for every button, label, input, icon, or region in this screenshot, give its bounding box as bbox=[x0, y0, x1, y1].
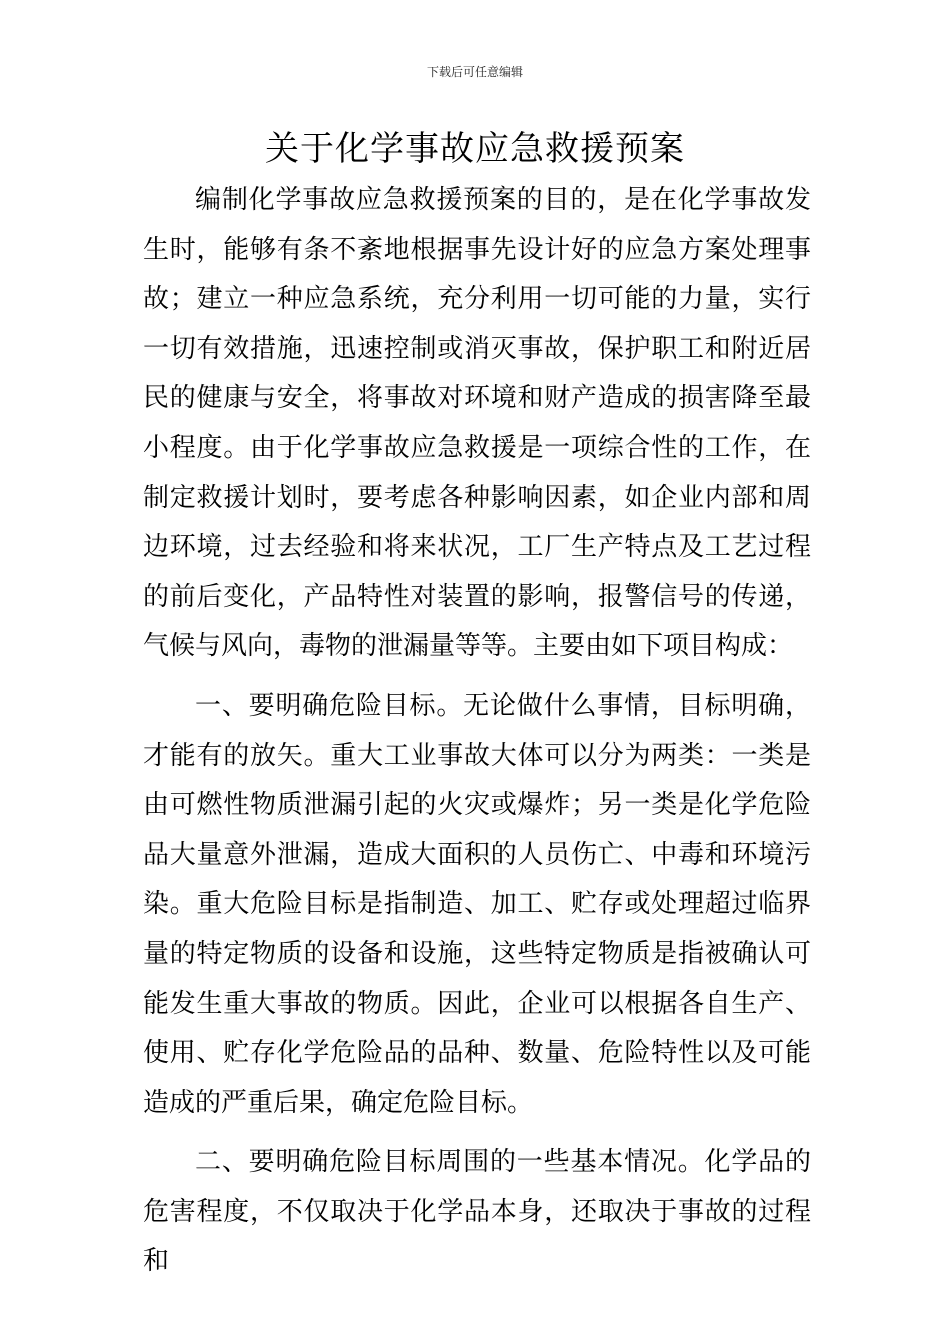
paragraph-intro: 编制化学事故应急救援预案的目的，是在化学事故发生时，能够有条不紊地根据事先设计好的应急方案处理事故；建立一种应急系统，充分利用一切可能的力量，实行一切有效措施，迅速控制或消灭事故，保护职工和附近居民的健康与安全，将事故对环境和财产造成的损害降至最小程度。由于化学事故应急救援是一项综合性的工作，在制定救援计划时，要考虑各种影响因素，如企业内部和周边环境，过去经验和将来状况，工厂生产特点及工艺过程的前后变化，产品特性对装置的影响，报警信号的传递，气候与风向，毒物的泄漏量等等。主要由如下项目构成： bbox=[143, 185, 811, 662]
document-title: 关于化学事故应急救援预案 bbox=[265, 129, 685, 169]
paragraph-item-1: 一、要明确危险目标。无论做什么事情，目标明确，才能有的放矢。重大工业事故大体可以分为两类：一类是由可燃性物质泄漏引起的火灾或爆炸；另一类是化学危险品大量意外泄漏，造成大面积的人员伤亡、中毒和环境污染。重大危险目标是指制造、加工、贮存或处理超过临界量的特定物质的设备和设施，这些特定物质是指被确认可能发生重大事故的物质。因此，企业可以根据各自生产、使用、贮存化学危险品的品种、数量、危险特性以及可能造成的严重后果，确定危险目标。 bbox=[143, 690, 811, 1118]
header-note: 下载后可任意编辑 bbox=[426, 65, 523, 79]
paragraph-item-2: 二、要明确危险目标周围的一些基本情况。化学品的危害程度，不仅取决于化学品本身，还取决于事故的过程和 bbox=[143, 1147, 811, 1277]
document-body bbox=[143, 176, 811, 1287]
